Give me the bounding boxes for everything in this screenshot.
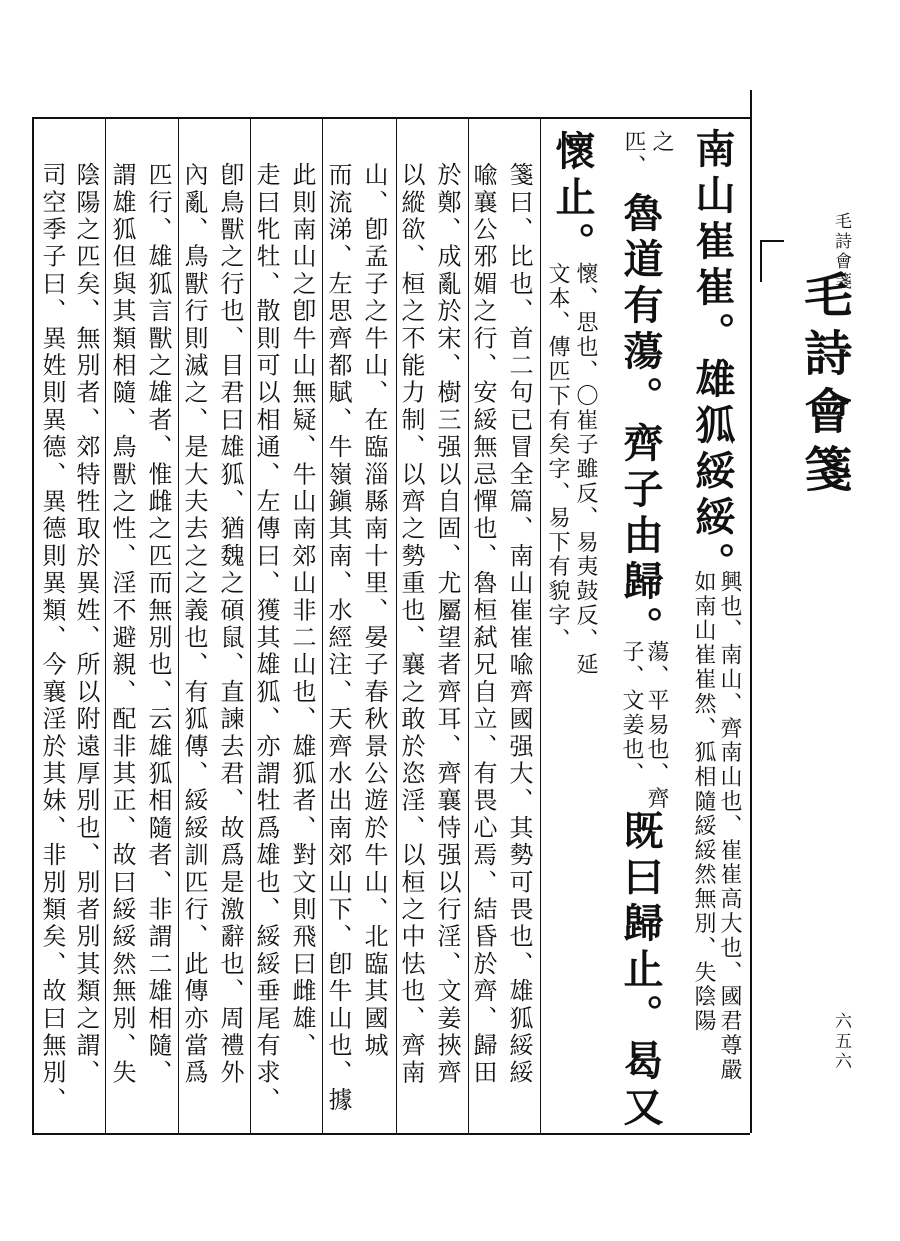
column-divider xyxy=(540,117,541,1133)
commentary-line: 謂雄狐但與其類相隨、鳥獸之性、淫不避親、配非其正、故曰綏綏然無別、失 xyxy=(108,162,136,1087)
commentary-line: 而流涕、左思齊都賦、牛嶺鎭其南、水經注、天齊水出南郊山下、卽牛山也、據 xyxy=(324,162,352,1114)
frame-bottom-rule xyxy=(32,1133,750,1135)
poem-line-2: 魯道有蕩。齊子由歸。 xyxy=(617,192,664,652)
poem-line-1: 南山崔崔。雄狐綏綏。 xyxy=(689,128,736,588)
commentary-line: 以縱欲、桓之不能力制、以齊之勢重也、襄之敢於恣淫、以桓之中怯也、齊南 xyxy=(397,162,425,1087)
commentary-line: 山、卽孟子之牛山、在臨淄縣南十里、晏子春秋景公遊於牛山、北臨其國城 xyxy=(360,162,388,1060)
frame-top-rule xyxy=(32,117,750,119)
commentary-line: 於鄭、成亂於宋、樹三强以自固、尤屬望者齊耳、齊襄恃强以行淫、文姜挾齊 xyxy=(433,162,461,1087)
commentary-line: 司空季子曰、異姓則異德、異德則異類、今襄淫於其妹、非別類矣、故曰無別、 xyxy=(38,162,66,1114)
gloss-4a: 懷、思也、〇崔子雖反、易夷鼓反、延 xyxy=(573,262,598,677)
commentary-line: 箋曰、比也、首二句已冒全篇、南山崔崔喩齊國强大、其勢可畏也、雄狐綏綏 xyxy=(505,162,533,1087)
column-divider xyxy=(250,117,251,1133)
banner-bracket xyxy=(760,240,784,282)
column-divider xyxy=(105,117,106,1133)
banner-title: 毛詩會箋 xyxy=(795,270,852,502)
gloss-2-prefix: 之 xyxy=(649,130,674,155)
column-divider xyxy=(322,117,323,1133)
frame-right-rule xyxy=(750,90,752,1133)
commentary-line: 內亂、鳥獸行則滅之、是大夫去之之義也、有狐傳、綏綏訓匹行、此傳亦當爲 xyxy=(180,162,208,1087)
gloss-1a: 興也、南山、齊南山也、崔崔高大也、國君尊嚴 xyxy=(717,570,742,1083)
commentary-line: 走曰牝牡、散則可以相通、左傳曰、獲其雄狐、亦謂牡爲雄也、綏綏垂尾有求、 xyxy=(252,162,280,1114)
running-head: 毛詩會箋 xyxy=(831,212,851,292)
gloss-2b: 子、文姜也、 xyxy=(619,640,644,787)
gloss-2a: 蕩、平易也、齊 xyxy=(644,640,669,811)
gloss-2-prefix-b: 匹、 xyxy=(621,130,646,179)
poem-line-3: 既曰歸止。曷又 xyxy=(617,810,664,1132)
commentary-line: 此則南山之卽牛山無疑、牛山南郊山非二山也、雄狐者、對文則飛曰雌雄、 xyxy=(288,162,316,1060)
gloss-4b: 文本、傳匹下有矣字、易下有貌字、 xyxy=(545,262,570,653)
commentary-line: 陰陽之匹矣、無別者、郊特牲取於異姓、所以附遠厚別也、別者別其類之謂、 xyxy=(72,162,100,1087)
poem-line-4: 懷止。 xyxy=(549,130,596,268)
column-divider xyxy=(178,117,179,1133)
gloss-1b: 如南山崔崔然、狐相隨綏綏然無別、失陰陽 xyxy=(691,570,716,1034)
commentary-line: 卽鳥獸之行也、目君曰雄狐、猶魏之碩鼠、直諫去君、故爲是激辭也、周禮外 xyxy=(216,162,244,1087)
frame-left-rule xyxy=(32,117,34,1133)
commentary-line: 匹行、雄狐言獸之雄者、惟雌之匹而無別也、云雄狐相隨者、非謂二雄相隨、 xyxy=(144,162,172,1087)
page-number: 六五六 xyxy=(831,1012,851,1072)
commentary-line: 喩襄公邪媚之行、安綏無忌憚也、魯桓弑兄自立、有畏心焉、結昏於齊、歸田 xyxy=(469,162,497,1087)
